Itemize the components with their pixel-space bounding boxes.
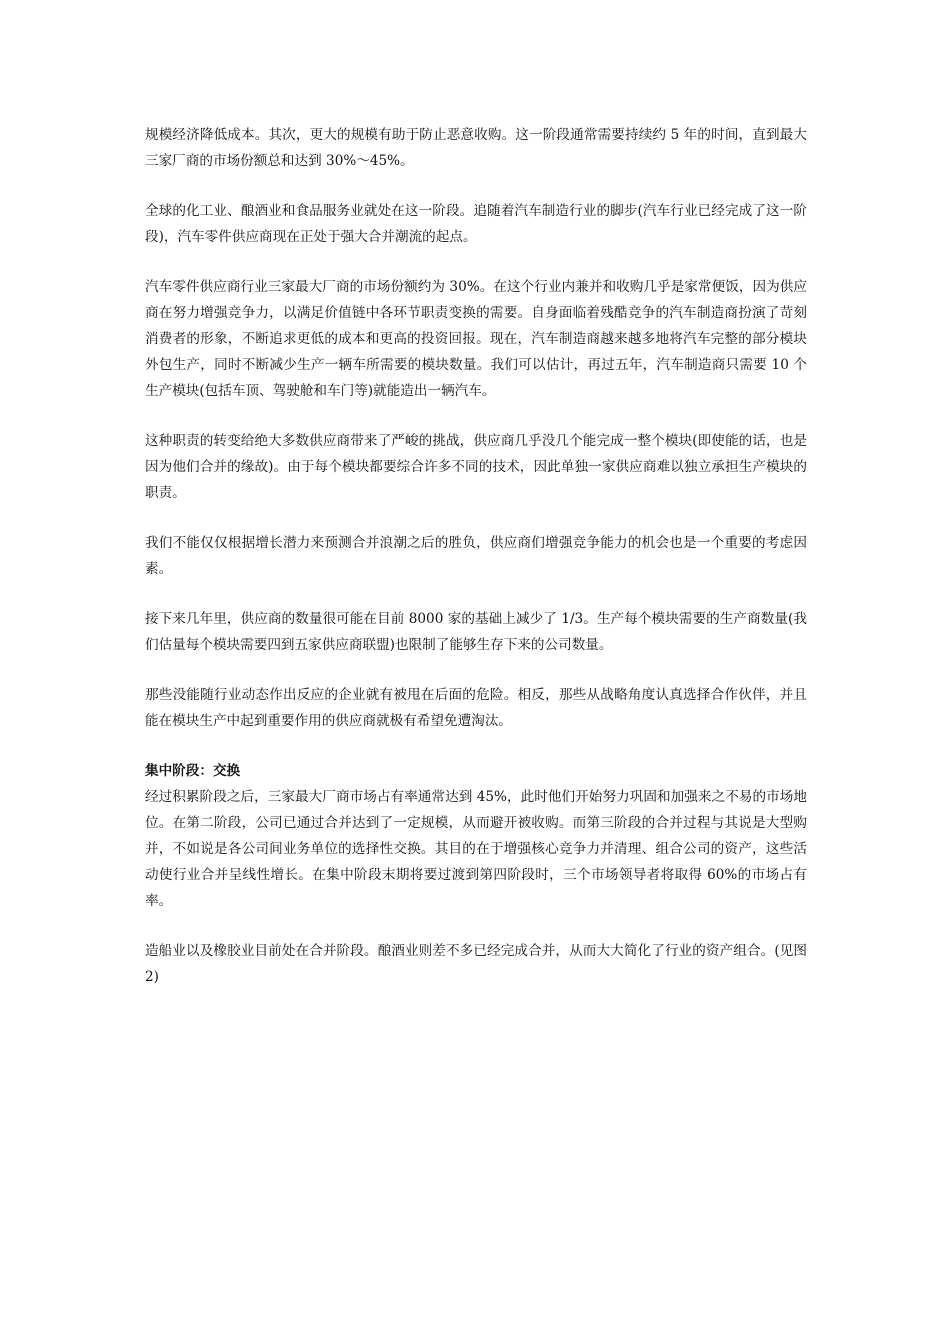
closing-paragraph: 造船业以及橡胶业目前处在合并阶段。酿酒业则差不多已经完成合并，从而大大简化了行业的资产组合。(见图 2) xyxy=(145,943,807,985)
section-heading: 集中阶段：交换 xyxy=(145,763,241,779)
section-concentration xyxy=(145,758,807,914)
paragraph-4: 这种职责的转变给绝大多数供应商带来了严峻的挑战，供应商几乎没几个能完成一整个模块(即使能的话，也是因为他们合并的缘故)。由于每个模块都要综合许多不同的技术，因此单独一家供应商难以独立承担生产模块的职责。 xyxy=(145,433,807,501)
paragraph-5: 我们不能仅仅根据增长潜力来预测合并浪潮之后的胜负，供应商们增强竞争能力的机会也是一个重要的考虑因素。 xyxy=(145,535,807,577)
paragraph-3: 汽车零件供应商行业三家最大厂商的市场份额约为 30%。在这个行业内兼并和收购几乎是家常便饭，因为供应商在努力增强竞争力，以满足价值链中各环节职责变换的需要。自身面临着残酷竞争的汽车制造商扮演了苛刻消费者的形象，不断追求更低的成本和更高的投资回报。现在，汽车制造商越来越多地将汽车完整的部分模块外包生产，同时不断减少生产一辆车所需要的模块数量。我们可以估计，再过五年，汽车制造商只需要 10 个生产模块(包括车顶、驾驶舱和车门等)就能造出一辆汽车。 xyxy=(145,279,807,399)
paragraph-6: 接下来几年里，供应商的数量很可能在目前 8000 家的基础上减少了 1/3。生产每个模块需要的生产商数量(我们估量每个模块需要四到五家供应商联盟)也限制了能够生存下来的公司数量。 xyxy=(145,611,807,653)
paragraph-2: 全球的化工业、酿酒业和食品服务业就处在这一阶段。追随着汽车制造行业的脚步(汽车行业已经完成了这一阶段)，汽车零件供应商现在正处于强大合并潮流的起点。 xyxy=(145,203,807,245)
document-page xyxy=(145,122,807,1014)
section-paragraph: 经过积累阶段之后，三家最大厂商市场占有率通常达到 45%，此时他们开始努力巩固和加强来之不易的市场地位。在第二阶段，公司已通过合并达到了一定规模，从而避开被收购。而第三阶段的合并过程与其说是大型购并，不如说是各公司间业务单位的选择性交换。其目的在于增强核心竞争力并清理、组合公司的资产，这些活动使行业合并呈线性增长。在集中阶段末期将要过渡到第四阶段时，三个市场领导者将取得 60%的市场占有率。 xyxy=(145,789,807,909)
paragraph-7: 那些没能随行业动态作出反应的企业就有被甩在后面的危险。相反，那些从战略角度认真选择合作伙伴，并且能在模块生产中起到重要作用的供应商就极有希望免遭淘汰。 xyxy=(145,687,807,729)
paragraph-1: 规模经济降低成本。其次，更大的规模有助于防止恶意收购。这一阶段通常需要持续约 5 年的时间，直到最大三家厂商的市场份额总和达到 30%～45%。 xyxy=(145,127,807,169)
